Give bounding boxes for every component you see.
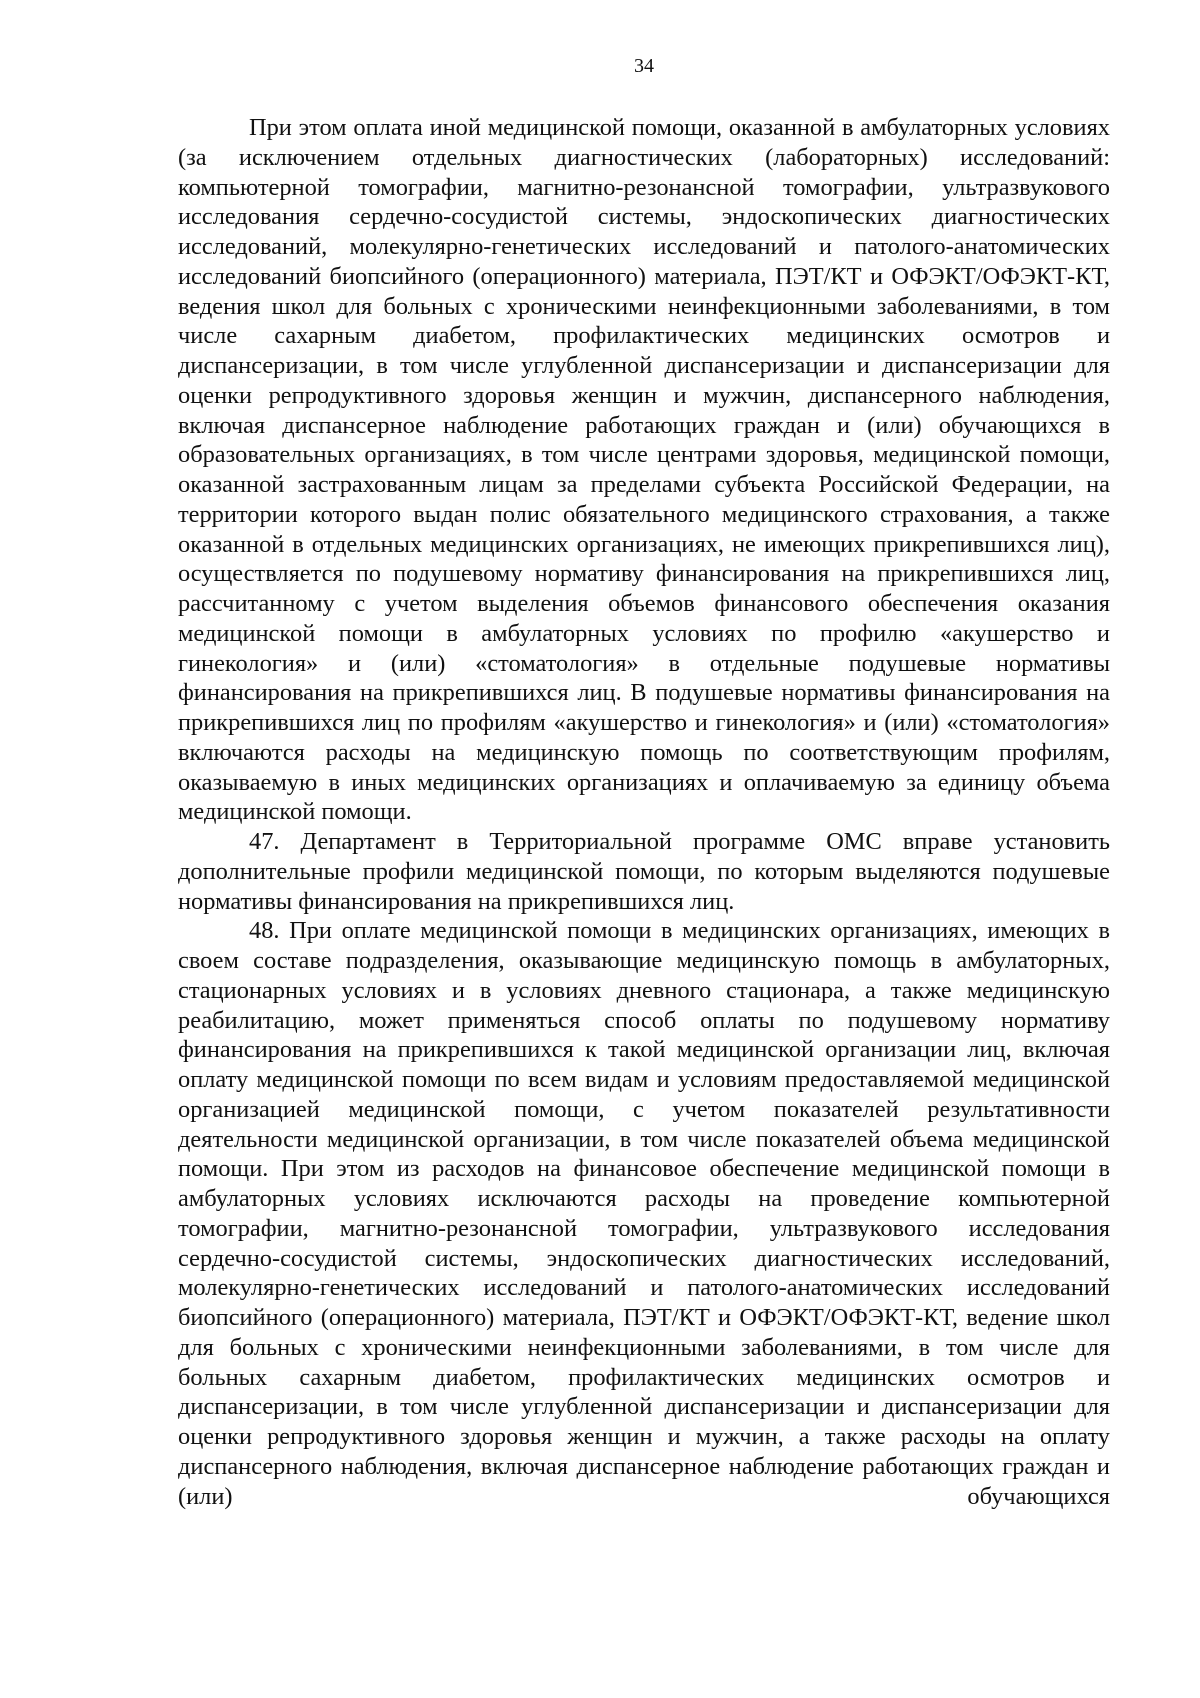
paragraph-47: 47. Департамент в Территориальной программе ОМС вправе установить дополнительные профили медицинской помощи, по которым выделяются подушевые нормативы финансирования на прикрепившихся лиц. (178, 828, 1110, 915)
paragraph-payment-note: При этом оплата иной медицинской помощи, оказанной в амбулаторных условиях (за исключением отдельных диагностических (лабораторных) исследований: компьютерной томографии, магнитно-резонансной томографии, ультразвукового исследования сердечно-сосудистой системы, эндоскопических диагностических исследований, молекулярно-генетических исследований и патолого-анатомических исследований биопсийного (операционного) материала, ПЭТ/КТ и ОФЭКТ/ОФЭКТ-КТ, ведения школ для больных с хроническими неинфекционными заболеваниями, в том числе сахарным диабетом, профилактических медицинских осмотров и диспансеризации, в том числе углубленной диспансеризации и диспансеризации для оценки репродуктивного здоровья женщин и мужчин, диспансерного наблюдения, включая диспансерное наблюдение работающих граждан и (или) обучающихся в образовательных организациях, в том числе центрами здоровья, медицинской помощи, оказанной застрахованным лицам за пределами субъекта Российской Федерации, на территории которого выдан полис обязательного медицинского страхования, а также оказанной в отдельных медицинских организациях, не имеющих прикрепившихся лиц), осуществляется по подушевому нормативу финансирования на прикрепившихся лиц, рассчитанному с учетом выделения объемов финансового обеспечения оказания медицинской помощи в амбулаторных условиях по профилю «акушерство и гинекология» и (или) «стоматология» в отдельные подушевые нормативы финансирования на прикрепившихся лиц. В подушевые нормативы финансирования на прикрепившихся лиц по профилям «акушерство и гинекология» и (или) «стоматология» включаются расходы на медицинскую помощь по соответствующим профилям, оказываемую в иных медицинских организациях и оплачиваемую за единицу объема медицинской помощи. (178, 114, 1110, 826)
paragraph-48: 48. При оплате медицинской помощи в медицинских организациях, имеющих в своем составе подразделения, оказывающие медицинскую помощь в амбулаторных, стационарных условиях и в условиях дневного стационара, а также медицинскую реабилитацию, может применяться способ оплаты по подушевому нормативу финансирования на прикрепившихся к такой медицинской организации лиц, включая оплату медицинской помощи по всем видам и условиям предоставляемой медицинской организацией медицинской помощи, с учетом показателей результативности деятельности медицинской организации, в том числе показателей объема медицинской помощи. При этом из расходов на финансовое обеспечение медицинской помощи в амбулаторных условиях исключаются расходы на проведение компьютерной томографии, магнитно-резонансной томографии, ультразвукового исследования сердечно-сосудистой системы, эндоскопических диагностических исследований, молекулярно-генетических исследований и патолого-анатомических исследований биопсийного (операционного) материала, ПЭТ/КТ и ОФЭКТ/ОФЭКТ-КТ, ведение школ для больных с хроническими неинфекционными заболеваниями, в том числе для больных сахарным диабетом, профилактических медицинских осмотров и диспансеризации, в том числе углубленной диспансеризации и диспансеризации для оценки репродуктивного здоровья женщин и мужчин, а также расходы на оплату диспансерного наблюдения, включая диспансерное наблюдение работающих граждан и (или) обучающихся (178, 917, 1110, 1510)
page-number: 34 (634, 55, 654, 77)
document-body (178, 113, 1110, 1511)
